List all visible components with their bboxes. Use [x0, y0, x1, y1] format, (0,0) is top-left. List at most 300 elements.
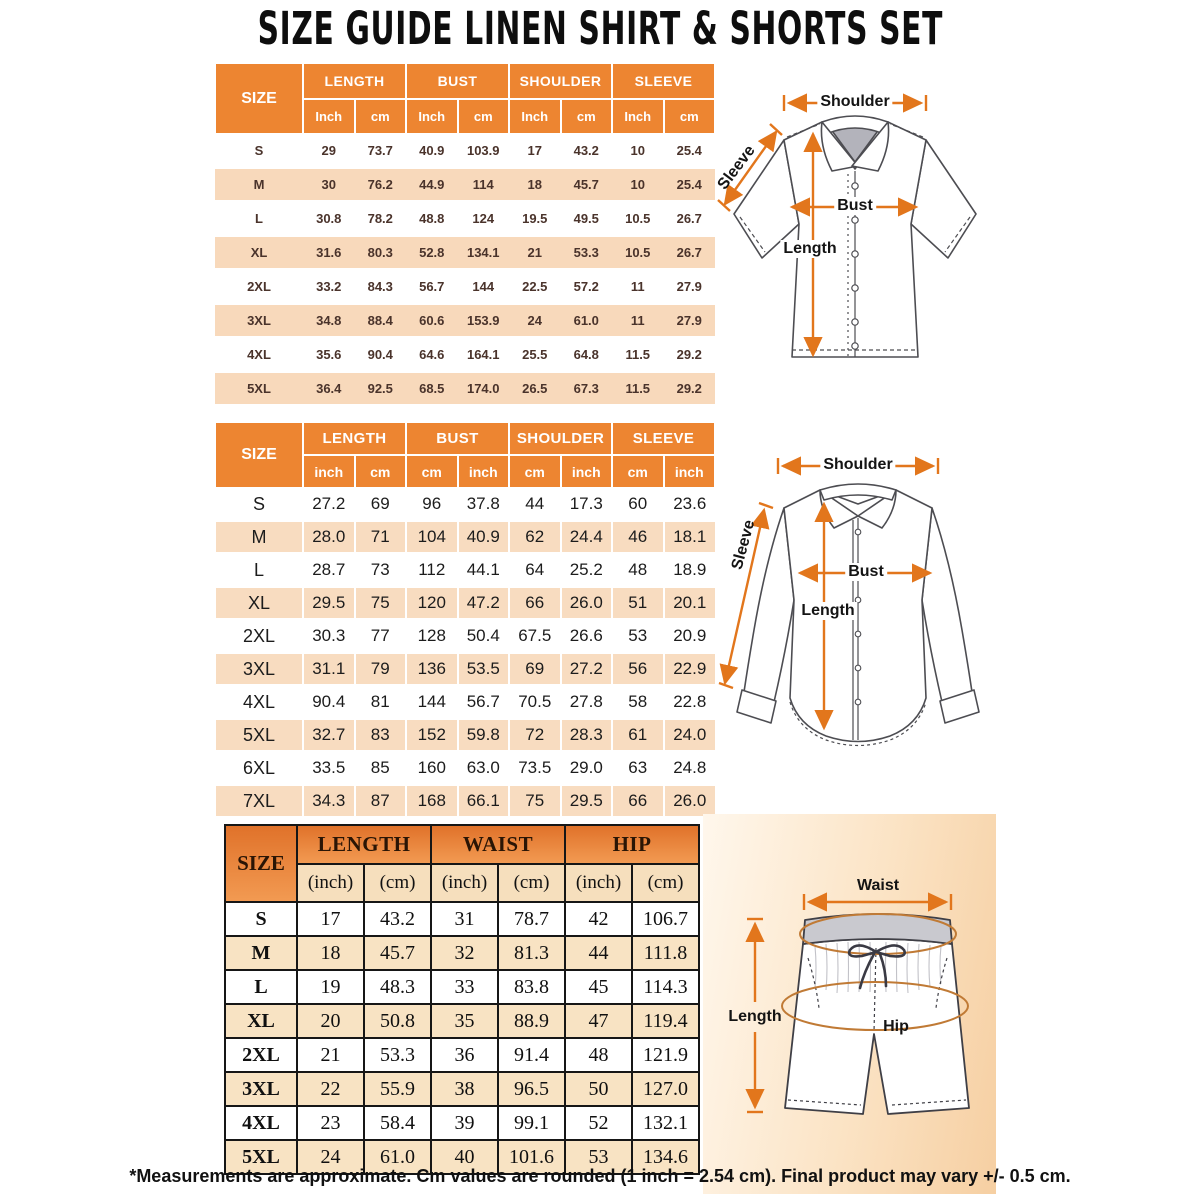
value-cell: 51	[612, 587, 664, 620]
size-cell: 5XL	[215, 372, 303, 406]
value-cell: 10.5	[612, 202, 664, 236]
length-measure-label: Length	[728, 1008, 782, 1025]
column-group-header: BUST	[406, 63, 509, 99]
value-cell: 36	[431, 1038, 498, 1072]
value-cell: 35	[431, 1004, 498, 1038]
size-row-S	[215, 488, 715, 521]
value-cell: 90.4	[303, 686, 355, 719]
value-cell: 71	[355, 521, 407, 554]
column-group-header: LENGTH	[303, 422, 406, 455]
unit-header: cm	[612, 455, 664, 488]
length-measure-label: Length	[798, 602, 857, 620]
value-cell: 11.5	[612, 338, 664, 372]
value-cell: 19.5	[509, 202, 561, 236]
long-sleeve-shirt-diagram	[716, 440, 1021, 775]
size-column-header: SIZE	[215, 422, 303, 488]
value-cell: 24	[297, 1140, 364, 1174]
size-row-5XL	[215, 719, 715, 752]
value-cell: 164.1	[458, 338, 510, 372]
value-cell: 27.9	[664, 270, 716, 304]
value-cell: 37.8	[458, 488, 510, 521]
value-cell: 85	[355, 752, 407, 785]
value-cell: 49.5	[561, 202, 613, 236]
value-cell: 31.1	[303, 653, 355, 686]
value-cell: 27.9	[664, 304, 716, 338]
value-cell: 50.4	[458, 620, 510, 653]
value-cell: 59.8	[458, 719, 510, 752]
value-cell: 26.0	[664, 785, 716, 818]
value-cell: 111.8	[632, 936, 699, 970]
unit-header: Inch	[509, 99, 561, 134]
value-cell: 28.7	[303, 554, 355, 587]
sleeve-measure-label: Sleeve	[714, 142, 759, 194]
value-cell: 124	[458, 202, 510, 236]
value-cell: 120	[406, 587, 458, 620]
value-cell: 29	[303, 134, 355, 168]
hip-measure-label: Hip	[883, 1018, 909, 1035]
value-cell: 44	[565, 936, 632, 970]
value-cell: 30.3	[303, 620, 355, 653]
value-cell: 17	[297, 902, 364, 936]
value-cell: 67.5	[509, 620, 561, 653]
value-cell: 18	[297, 936, 364, 970]
size-column-header: SIZE	[215, 63, 303, 134]
value-cell: 75	[509, 785, 561, 818]
value-cell: 34.3	[303, 785, 355, 818]
value-cell: 44	[509, 488, 561, 521]
value-cell: 33.2	[303, 270, 355, 304]
value-cell: 119.4	[632, 1004, 699, 1038]
value-cell: 88.4	[355, 304, 407, 338]
value-cell: 17.3	[561, 488, 613, 521]
size-row-6XL	[215, 752, 715, 785]
waist-measure-label: Waist	[856, 877, 900, 894]
size-cell: 3XL	[215, 304, 303, 338]
value-cell: 21	[297, 1038, 364, 1072]
value-cell: 56.7	[458, 686, 510, 719]
value-cell: 101.6	[498, 1140, 565, 1174]
value-cell: 73	[355, 554, 407, 587]
value-cell: 23	[297, 1106, 364, 1140]
size-cell: 6XL	[215, 752, 303, 785]
value-cell: 17	[509, 134, 561, 168]
value-cell: 92.5	[355, 372, 407, 406]
unit-header: inch	[664, 455, 716, 488]
value-cell: 26.5	[509, 372, 561, 406]
column-group-header: BUST	[406, 422, 509, 455]
value-cell: 25.5	[509, 338, 561, 372]
value-cell: 10	[612, 134, 664, 168]
value-cell: 64.6	[406, 338, 458, 372]
value-cell: 24.0	[664, 719, 716, 752]
value-cell: 43.2	[364, 902, 431, 936]
column-group-header: LENGTH	[303, 63, 406, 99]
value-cell: 78.7	[498, 902, 565, 936]
value-cell: 36.4	[303, 372, 355, 406]
value-cell: 76.2	[355, 168, 407, 202]
value-cell: 29.2	[664, 372, 716, 406]
size-cell: XL	[215, 587, 303, 620]
value-cell: 114	[458, 168, 510, 202]
shorts-diagram	[700, 856, 1000, 1161]
page-title-wrap	[0, 2, 1200, 55]
value-cell: 73.7	[355, 134, 407, 168]
value-cell: 27.2	[561, 653, 613, 686]
value-cell: 40.9	[406, 134, 458, 168]
size-cell: 3XL	[225, 1072, 297, 1106]
value-cell: 18	[509, 168, 561, 202]
short-sleeve-shirt-drawing	[700, 74, 1010, 409]
value-cell: 19	[297, 970, 364, 1004]
value-cell: 160	[406, 752, 458, 785]
column-group-header: LENGTH	[297, 825, 431, 864]
value-cell: 64	[509, 554, 561, 587]
size-row-L	[215, 202, 715, 236]
value-cell: 104	[406, 521, 458, 554]
long-sleeve-shirt-size-table	[214, 421, 716, 819]
value-cell: 26.0	[561, 587, 613, 620]
value-cell: 78.2	[355, 202, 407, 236]
unit-header: Inch	[612, 99, 664, 134]
value-cell: 66.1	[458, 785, 510, 818]
value-cell: 66	[612, 785, 664, 818]
value-cell: 31.6	[303, 236, 355, 270]
value-cell: 128	[406, 620, 458, 653]
value-cell: 96	[406, 488, 458, 521]
size-cell: L	[215, 202, 303, 236]
value-cell: 127.0	[632, 1072, 699, 1106]
size-row-M	[215, 521, 715, 554]
size-cell: M	[215, 521, 303, 554]
unit-header: cm	[561, 99, 613, 134]
unit-header: cm	[664, 99, 716, 134]
value-cell: 72	[509, 719, 561, 752]
size-cell: 4XL	[215, 338, 303, 372]
size-cell: 4XL	[225, 1106, 297, 1140]
footnote: *Measurements are approximate. Cm values are rounded (1 inch = 2.54 cm). Final product may vary +/- 0.5 cm.	[129, 1166, 1071, 1186]
value-cell: 22	[297, 1072, 364, 1106]
value-cell: 33.5	[303, 752, 355, 785]
size-cell: 4XL	[215, 686, 303, 719]
value-cell: 60.6	[406, 304, 458, 338]
value-cell: 28.3	[561, 719, 613, 752]
size-cell: XL	[225, 1004, 297, 1038]
value-cell: 22.5	[509, 270, 561, 304]
value-cell: 22.8	[664, 686, 716, 719]
value-cell: 134.6	[632, 1140, 699, 1174]
value-cell: 48.3	[364, 970, 431, 1004]
value-cell: 87	[355, 785, 407, 818]
unit-header: (cm)	[498, 864, 565, 902]
length-measure-label: Length	[780, 240, 839, 258]
size-row-XL	[225, 1004, 699, 1038]
size-cell: M	[215, 168, 303, 202]
size-cell: XL	[215, 236, 303, 270]
size-row-5XL	[215, 372, 715, 406]
value-cell: 58	[612, 686, 664, 719]
value-cell: 18.9	[664, 554, 716, 587]
unit-header: cm	[355, 455, 407, 488]
size-cell: M	[225, 936, 297, 970]
value-cell: 91.4	[498, 1038, 565, 1072]
value-cell: 52	[565, 1106, 632, 1140]
short-sleeve-shirt-diagram	[700, 74, 1010, 409]
value-cell: 99.1	[498, 1106, 565, 1140]
column-group-header: SLEEVE	[612, 422, 715, 455]
value-cell: 106.7	[632, 902, 699, 936]
value-cell: 96.5	[498, 1072, 565, 1106]
value-cell: 144	[406, 686, 458, 719]
bust-measure-label: Bust	[834, 197, 876, 215]
unit-header: cm	[355, 99, 407, 134]
value-cell: 66	[509, 587, 561, 620]
value-cell: 34.8	[303, 304, 355, 338]
value-cell: 21	[509, 236, 561, 270]
size-row-XL	[215, 236, 715, 270]
value-cell: 68.5	[406, 372, 458, 406]
value-cell: 24.4	[561, 521, 613, 554]
value-cell: 32	[431, 936, 498, 970]
value-cell: 63	[612, 752, 664, 785]
value-cell: 174.0	[458, 372, 510, 406]
size-cell: 3XL	[215, 653, 303, 686]
value-cell: 88.9	[498, 1004, 565, 1038]
unit-header: Inch	[303, 99, 355, 134]
value-cell: 67.3	[561, 372, 613, 406]
size-row-4XL	[215, 686, 715, 719]
value-cell: 168	[406, 785, 458, 818]
size-cell: L	[215, 554, 303, 587]
size-cell: 7XL	[215, 785, 303, 818]
value-cell: 58.4	[364, 1106, 431, 1140]
value-cell: 31	[431, 902, 498, 936]
value-cell: 44.1	[458, 554, 510, 587]
short-sleeve-shirt-size-table	[214, 62, 716, 407]
value-cell: 134.1	[458, 236, 510, 270]
size-row-3XL	[215, 653, 715, 686]
value-cell: 83	[355, 719, 407, 752]
value-cell: 22.9	[664, 653, 716, 686]
unit-header: (inch)	[565, 864, 632, 902]
value-cell: 35.6	[303, 338, 355, 372]
value-cell: 32.7	[303, 719, 355, 752]
size-row-S	[225, 902, 699, 936]
value-cell: 45.7	[561, 168, 613, 202]
size-cell: 2XL	[215, 620, 303, 653]
value-cell: 83.8	[498, 970, 565, 1004]
value-cell: 61.0	[561, 304, 613, 338]
value-cell: 79	[355, 653, 407, 686]
size-row-L	[215, 554, 715, 587]
value-cell: 44.9	[406, 168, 458, 202]
value-cell: 62	[509, 521, 561, 554]
unit-header: inch	[561, 455, 613, 488]
size-row-4XL	[215, 338, 715, 372]
value-cell: 33	[431, 970, 498, 1004]
size-row-3XL	[215, 304, 715, 338]
column-group-header: WAIST	[431, 825, 565, 864]
value-cell: 80.3	[355, 236, 407, 270]
value-cell: 46	[612, 521, 664, 554]
size-cell: L	[225, 970, 297, 1004]
value-cell: 52.8	[406, 236, 458, 270]
size-cell: S	[215, 488, 303, 521]
value-cell: 25.4	[664, 168, 716, 202]
value-cell: 77	[355, 620, 407, 653]
value-cell: 53.3	[364, 1038, 431, 1072]
size-row-2XL	[215, 620, 715, 653]
value-cell: 11	[612, 270, 664, 304]
value-cell: 11.5	[612, 372, 664, 406]
sleeve-measure-label: Sleeve	[728, 518, 759, 572]
value-cell: 28.0	[303, 521, 355, 554]
size-row-7XL	[215, 785, 715, 818]
value-cell: 153.9	[458, 304, 510, 338]
value-cell: 40	[431, 1140, 498, 1174]
value-cell: 48	[565, 1038, 632, 1072]
size-row-2XL	[215, 270, 715, 304]
value-cell: 42	[565, 902, 632, 936]
unit-header: inch	[458, 455, 510, 488]
long-sleeve-shirt-drawing	[716, 440, 1021, 775]
value-cell: 81	[355, 686, 407, 719]
value-cell: 144	[458, 270, 510, 304]
value-cell: 53	[612, 620, 664, 653]
size-column-header: SIZE	[225, 825, 297, 902]
value-cell: 53.5	[458, 653, 510, 686]
value-cell: 27.2	[303, 488, 355, 521]
value-cell: 20.1	[664, 587, 716, 620]
value-cell: 90.4	[355, 338, 407, 372]
value-cell: 26.7	[664, 236, 716, 270]
value-cell: 45.7	[364, 936, 431, 970]
size-row-2XL	[225, 1038, 699, 1072]
value-cell: 48.8	[406, 202, 458, 236]
size-cell: 5XL	[225, 1140, 297, 1174]
value-cell: 55.9	[364, 1072, 431, 1106]
unit-header: inch	[303, 455, 355, 488]
page-title: SIZE GUIDE LINEN SHIRT & SHORTS SET	[257, 2, 943, 55]
value-cell: 40.9	[458, 521, 510, 554]
value-cell: 60	[612, 488, 664, 521]
unit-header: cm	[458, 99, 510, 134]
bust-measure-label: Bust	[845, 563, 887, 581]
value-cell: 84.3	[355, 270, 407, 304]
value-cell: 18.1	[664, 521, 716, 554]
size-cell: S	[225, 902, 297, 936]
value-cell: 70.5	[509, 686, 561, 719]
shoulder-measure-label: Shoulder	[817, 93, 892, 111]
value-cell: 25.4	[664, 134, 716, 168]
value-cell: 152	[406, 719, 458, 752]
value-cell: 43.2	[561, 134, 613, 168]
value-cell: 30	[303, 168, 355, 202]
value-cell: 11	[612, 304, 664, 338]
value-cell: 64.8	[561, 338, 613, 372]
value-cell: 57.2	[561, 270, 613, 304]
value-cell: 26.7	[664, 202, 716, 236]
value-cell: 53.3	[561, 236, 613, 270]
size-row-L	[225, 970, 699, 1004]
size-cell: 2XL	[225, 1038, 297, 1072]
value-cell: 30.8	[303, 202, 355, 236]
size-cell: S	[215, 134, 303, 168]
unit-header: cm	[406, 455, 458, 488]
value-cell: 10.5	[612, 236, 664, 270]
column-group-header: SHOULDER	[509, 63, 612, 99]
value-cell: 45	[565, 970, 632, 1004]
value-cell: 75	[355, 587, 407, 620]
value-cell: 25.2	[561, 554, 613, 587]
value-cell: 38	[431, 1072, 498, 1106]
size-row-3XL	[225, 1072, 699, 1106]
value-cell: 61.0	[364, 1140, 431, 1174]
unit-header: (cm)	[364, 864, 431, 902]
column-group-header: SHOULDER	[509, 422, 612, 455]
value-cell: 103.9	[458, 134, 510, 168]
unit-header: (cm)	[632, 864, 699, 902]
unit-header: (inch)	[431, 864, 498, 902]
value-cell: 29.0	[561, 752, 613, 785]
value-cell: 47.2	[458, 587, 510, 620]
value-cell: 114.3	[632, 970, 699, 1004]
unit-header: (inch)	[297, 864, 364, 902]
value-cell: 73.5	[509, 752, 561, 785]
size-row-M	[215, 168, 715, 202]
shorts-size-table	[224, 824, 700, 1175]
value-cell: 20.9	[664, 620, 716, 653]
column-group-header: SLEEVE	[612, 63, 715, 99]
value-cell: 50.8	[364, 1004, 431, 1038]
shoulder-measure-label: Shoulder	[820, 456, 895, 474]
value-cell: 69	[509, 653, 561, 686]
size-row-S	[215, 134, 715, 168]
value-cell: 24.8	[664, 752, 716, 785]
size-row-XL	[215, 587, 715, 620]
value-cell: 29.5	[561, 785, 613, 818]
value-cell: 121.9	[632, 1038, 699, 1072]
value-cell: 56.7	[406, 270, 458, 304]
size-cell: 5XL	[215, 719, 303, 752]
size-row-4XL	[225, 1106, 699, 1140]
size-cell: 2XL	[215, 270, 303, 304]
value-cell: 50	[565, 1072, 632, 1106]
value-cell: 47	[565, 1004, 632, 1038]
value-cell: 26.6	[561, 620, 613, 653]
value-cell: 63.0	[458, 752, 510, 785]
size-row-M	[225, 936, 699, 970]
column-group-header: HIP	[565, 825, 699, 864]
value-cell: 61	[612, 719, 664, 752]
value-cell: 23.6	[664, 488, 716, 521]
unit-header: Inch	[406, 99, 458, 134]
value-cell: 48	[612, 554, 664, 587]
value-cell: 39	[431, 1106, 498, 1140]
value-cell: 27.8	[561, 686, 613, 719]
value-cell: 136	[406, 653, 458, 686]
value-cell: 81.3	[498, 936, 565, 970]
unit-header: cm	[509, 455, 561, 488]
value-cell: 132.1	[632, 1106, 699, 1140]
value-cell: 29.2	[664, 338, 716, 372]
value-cell: 112	[406, 554, 458, 587]
value-cell: 10	[612, 168, 664, 202]
value-cell: 53	[565, 1140, 632, 1174]
value-cell: 29.5	[303, 587, 355, 620]
value-cell: 69	[355, 488, 407, 521]
value-cell: 24	[509, 304, 561, 338]
value-cell: 56	[612, 653, 664, 686]
